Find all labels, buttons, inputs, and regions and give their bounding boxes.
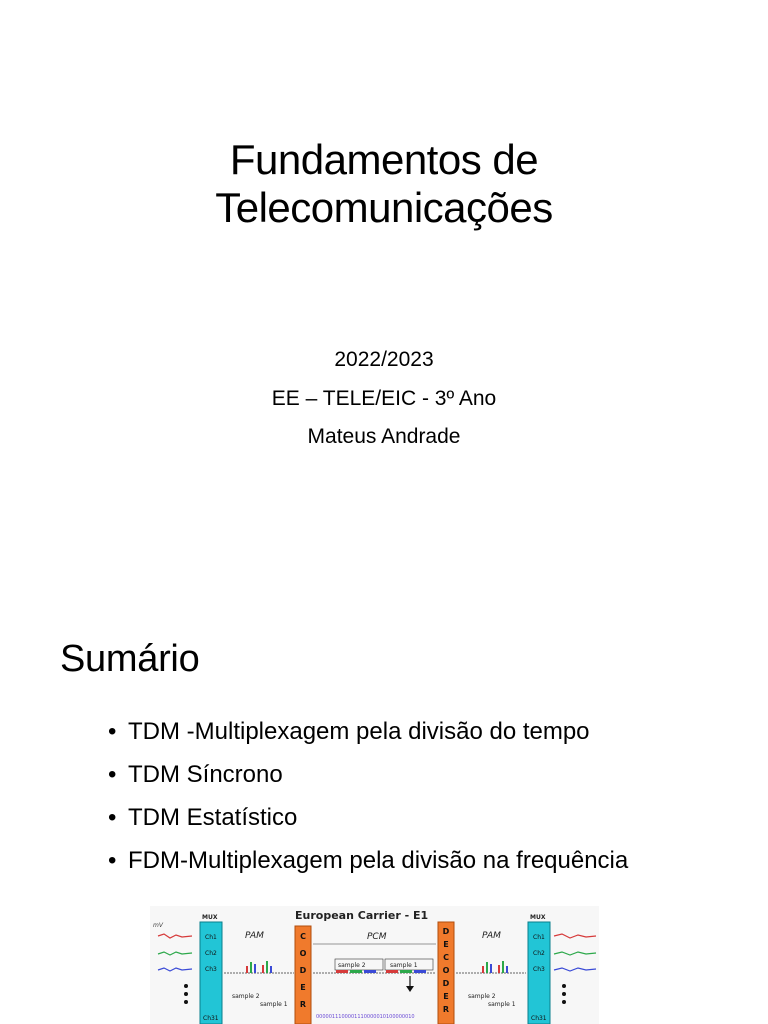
- summary-slide: [0, 576, 768, 1024]
- right-ch31: Ch31: [531, 1015, 547, 1022]
- pcm-sample2: sample 2: [338, 962, 366, 969]
- right-mux-label: MUX: [530, 914, 546, 921]
- summary-item-tdm: • TDM -Multiplexagem pela divisão do tempo: [108, 710, 628, 753]
- summary-list: [108, 710, 628, 882]
- title-line-1: Fundamentos de: [229, 136, 539, 183]
- course-info: EE – TELE/EIC - 3º Ano: [271, 386, 497, 410]
- mv-label: mV: [153, 922, 163, 929]
- right-ch1: Ch1: [533, 934, 545, 941]
- e1-carrier-diagram: [150, 906, 599, 1024]
- summary-item-tdm-stat: • TDM Estatístico: [108, 796, 628, 839]
- left-mux-label: MUX: [202, 914, 218, 921]
- summary-item-tdm-sync: • TDM Síncrono: [108, 753, 628, 796]
- left-ch31: Ch31: [203, 1015, 219, 1022]
- left-sample1: sample 1: [260, 1001, 288, 1008]
- summary-item-fdm: • FDM-Multiplexagem pela divisão na frequência: [108, 839, 628, 882]
- pcm-bitstream: 0000011100001110000010100000010: [316, 1014, 415, 1020]
- author-name: Mateus Andrade: [307, 425, 461, 448]
- decoder-letter: E: [443, 992, 449, 1001]
- coder-letter: D: [299, 966, 307, 975]
- pcm-sample1: sample 1: [390, 962, 418, 969]
- right-sample1: sample 1: [488, 1001, 516, 1008]
- coder-letter: O: [299, 949, 307, 958]
- right-ch3: Ch3: [533, 966, 545, 973]
- summary-title: Sumário: [60, 638, 200, 680]
- academic-year: 2022/2023: [334, 348, 434, 371]
- right-pam-label: PAM: [482, 931, 501, 941]
- decoder-letter: R: [442, 1005, 450, 1014]
- decoder-letters: [443, 927, 450, 1014]
- decoder-letter: C: [443, 953, 449, 962]
- left-ch2: Ch2: [205, 950, 217, 957]
- title-line-2: Telecomunicações: [215, 184, 553, 231]
- right-sample2: sample 2: [468, 993, 496, 1000]
- coder-letter: E: [300, 983, 306, 992]
- left-ch1: Ch1: [205, 934, 217, 941]
- decoder-letter: O: [442, 966, 450, 975]
- left-pam-label: PAM: [245, 931, 264, 941]
- diagram-title: European Carrier - E1: [295, 909, 429, 922]
- decoder-letter: D: [442, 979, 450, 988]
- left-sample2: sample 2: [232, 993, 260, 1000]
- presentation-title: [0, 136, 768, 232]
- pcm-label: PCM: [367, 932, 387, 942]
- coder-letter: C: [300, 932, 306, 941]
- decoder-letter: D: [442, 927, 450, 936]
- left-ch3: Ch3: [205, 966, 217, 973]
- decoder-letter: E: [443, 940, 449, 949]
- coder-letter: R: [299, 1000, 307, 1009]
- right-ch2: Ch2: [533, 950, 545, 957]
- presentation-subtitle: [0, 341, 768, 457]
- e1-diagram-svg: [150, 906, 599, 1024]
